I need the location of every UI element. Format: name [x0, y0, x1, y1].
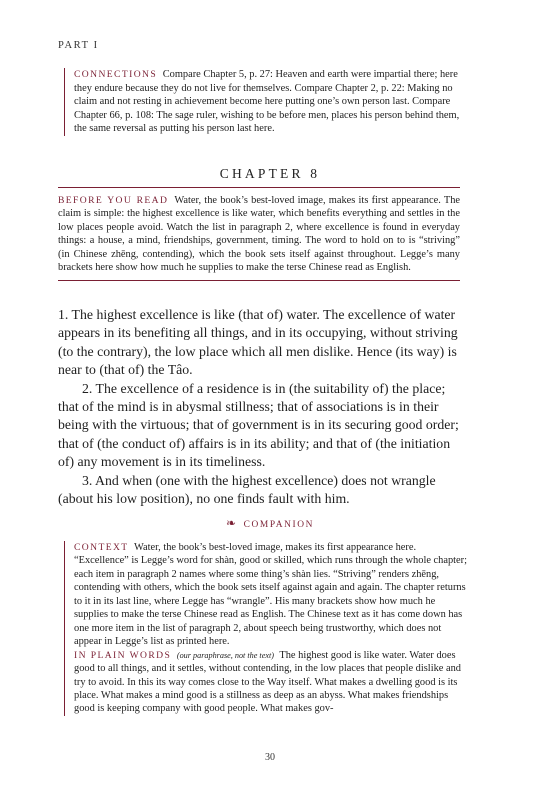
fleuron-icon: ❧	[226, 516, 238, 530]
context-paragraph	[74, 541, 468, 649]
chapter-title: CHAPTER 8	[219, 166, 321, 181]
page-number: 30	[265, 752, 275, 763]
connections-box	[64, 68, 468, 136]
plain-words-paragraph	[74, 649, 468, 716]
paragraph-2: 2. The excellence of a residence is in (the suitability of) the place; that of the mind is in abysmal stillness; that of associations is in their being with the virtuous; that of government is in its securing good order; that of (the conduct of) affairs is in its ability; and that of (the initiation of) any movement is in its timeliness.	[58, 380, 459, 470]
plain-words-label: IN PLAIN WORDS	[74, 649, 172, 661]
companion-heading-label: COMPANION	[243, 520, 314, 530]
running-head: PART I	[58, 40, 99, 51]
context-label: CONTEXT	[74, 542, 129, 553]
paragraph-3: 3. And when (one with the highest excellence) does not wrangle (about his low position), no one finds fault with him.	[58, 472, 436, 507]
chapter-text	[58, 306, 462, 508]
paragraph-1: 1. The highest excellence is like (that of) water. The excellence of water appears in its benefiting all things, and in its occupying, without striving (to the contrary), the low place which all men dislike. Hence (its way) is near to (that of) the Tâo.	[58, 307, 458, 378]
companion-box	[64, 541, 468, 716]
before-you-read-box	[58, 187, 460, 281]
before-you-read-label: BEFORE YOU READ	[58, 195, 169, 206]
connections-text: Compare Chapter 5, p. 27: Heaven and earth were impartial there; here they endure because they do not live for themselves. Compare Chapter 2, p. 22: Making no claim and not resting in achievement become here putting one’s own person last. Compare Chapter 66, p. 108: The sage ruler, wishing to be before men, places his person behind them, the same reversal as putting his person last here.	[74, 69, 460, 135]
before-you-read-text: Water, the book’s best-loved image, makes its first appearance. The claim is simple: the highest excellence is like water, which benefits everything and settles in the low places people avoid. Watch the list in paragraph 2, where excellence is found in everyday things: a house, a mind, friendships, government, timing. The word to hold on to is “striving” (in Chinese zhēng, contending), which the book sets itself against throughout. Legge’s many brackets here show how much he supplies to make the terse Chinese read as English.	[58, 195, 460, 274]
context-text: Water, the book’s best-loved image, makes its first appearance here. “Excellence” is Legge’s word for shàn, good or skilled, which runs through the whole chapter; each item in paragraph 2 names where some thing’s shàn lies. “Striving” renders zhēng, contending with others, which the book sets itself against again and again. The chapter returns to it in its last line, where Legge has “wrangle”. His many brackets show how much he supplies to make the terse Chinese read as English. The Chinese text as it has come down has one more item in the list of paragraph 2, about speech being trustworthy, which does not appear in Legge’s list as printed here.	[74, 542, 467, 648]
connections-label: CONNECTIONS	[74, 69, 158, 80]
plain-words-text: The highest good is like water. Water does good to all things, and it settles, without contending, in the low places that people dislike and try to avoid. In this its way comes close to the Way itself. What makes a dwelling good is its place. What makes a mind good is a stillness as deep as an abyss. What makes friendships good is keeping company with good people. What makes gov-	[74, 649, 461, 715]
paraphrase-note: (our paraphrase, not the text)	[176, 650, 274, 660]
companion-heading	[0, 516, 540, 531]
